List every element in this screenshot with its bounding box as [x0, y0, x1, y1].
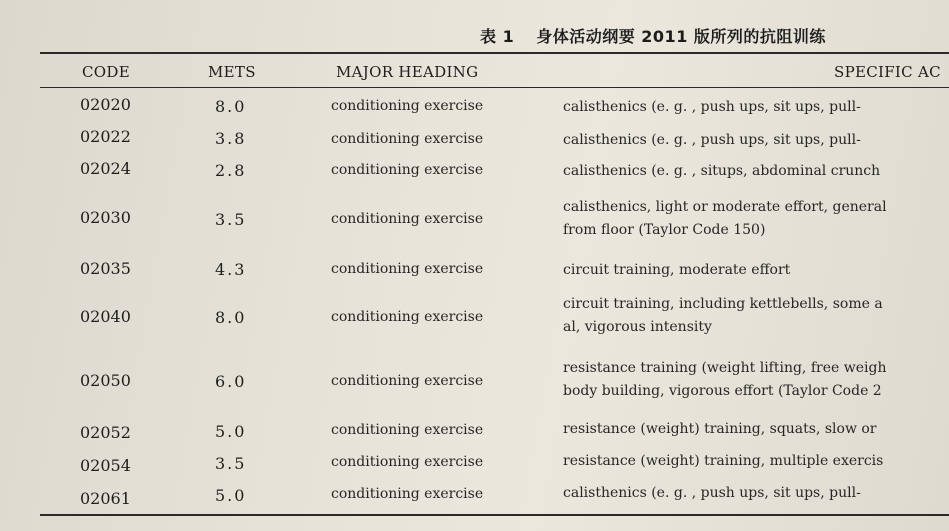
cell-major-heading: conditioning exercise — [331, 261, 484, 277]
cell-specific-line-1: calisthenics (e. g. , push ups, sit ups, pull- — [563, 485, 861, 501]
cell-specific-activity — [563, 293, 949, 339]
cell-specific-line-1: resistance (weight) training, squats, slow or — [563, 421, 877, 437]
table-bottom-rule — [40, 514, 949, 516]
cell-mets: 5.0 — [215, 486, 247, 505]
cell-code: 02030 — [80, 208, 131, 227]
cell-code: 02022 — [80, 127, 131, 146]
cell-specific-line-2: al, vigorous intensity — [563, 319, 712, 335]
cell-code: 02061 — [80, 489, 131, 508]
cell-mets: 2.8 — [215, 161, 247, 180]
cell-specific-line-1: calisthenics (e. g. , push ups, sit ups, pull- — [563, 99, 861, 115]
cell-specific-activity — [563, 129, 949, 152]
cell-specific-activity — [563, 357, 949, 403]
cell-specific-line-1: resistance (weight) training, multiple exercis — [563, 453, 884, 469]
table-top-rule — [40, 52, 949, 54]
cell-mets: 8.0 — [215, 97, 247, 116]
cell-major-heading: conditioning exercise — [331, 162, 484, 178]
table-header-rule — [40, 87, 949, 88]
cell-code: 02020 — [80, 95, 131, 114]
cell-major-heading: conditioning exercise — [331, 131, 484, 147]
header-major-heading: MAJOR HEADING — [336, 63, 479, 81]
cell-code: 02052 — [80, 423, 131, 442]
cell-code: 02040 — [80, 307, 131, 326]
cell-mets: 5.0 — [215, 422, 247, 441]
cell-specific-activity — [563, 160, 949, 183]
cell-major-heading: conditioning exercise — [331, 373, 484, 389]
header-code: CODE — [82, 63, 130, 81]
cell-major-heading: conditioning exercise — [331, 211, 484, 227]
header-specific-activities: SPECIFIC AC — [834, 63, 941, 81]
cell-mets: 3.5 — [215, 210, 247, 229]
cell-specific-line-2: from floor (Taylor Code 150) — [563, 222, 766, 238]
cell-specific-activity — [563, 450, 949, 473]
cell-code: 02024 — [80, 159, 131, 178]
cell-specific-line-1: resistance training (weight lifting, free weigh — [563, 360, 887, 376]
cell-major-heading: conditioning exercise — [331, 98, 484, 114]
cell-code: 02050 — [80, 371, 131, 390]
cell-specific-line-1: calisthenics (e. g. , push ups, sit ups, pull- — [563, 132, 861, 148]
cell-code: 02035 — [80, 259, 131, 278]
cell-mets: 4.3 — [215, 260, 247, 279]
cell-specific-activity — [563, 96, 949, 119]
cell-mets: 6.0 — [215, 372, 247, 391]
cell-specific-line-2: body building, vigorous effort (Taylor Code 2 — [563, 383, 882, 399]
cell-major-heading: conditioning exercise — [331, 422, 484, 438]
cell-mets: 3.8 — [215, 129, 247, 148]
cell-specific-line-1: circuit training, moderate effort — [563, 262, 791, 278]
cell-code: 02054 — [80, 456, 131, 475]
cell-specific-line-1: circuit training, including kettlebells, some a — [563, 296, 883, 312]
cell-mets: 3.5 — [215, 454, 247, 473]
cell-specific-activity — [563, 259, 949, 282]
cell-specific-activity — [563, 482, 949, 505]
table-caption-title: 身体活动纲要 2011 版所列的抗阻训练 — [536, 27, 826, 46]
cell-specific-activity — [563, 418, 949, 441]
cell-specific-line-1: calisthenics (e. g. , situps, abdominal crunch — [563, 163, 881, 179]
cell-major-heading: conditioning exercise — [331, 454, 484, 470]
cell-mets: 8.0 — [215, 308, 247, 327]
cell-major-heading: conditioning exercise — [331, 309, 484, 325]
table-caption — [480, 24, 826, 47]
cell-specific-activity — [563, 196, 949, 242]
header-mets: METS — [208, 63, 256, 81]
cell-specific-line-1: calisthenics, light or moderate effort, general — [563, 199, 887, 215]
cell-major-heading: conditioning exercise — [331, 486, 484, 502]
table-caption-label: 表 1 — [480, 27, 515, 46]
